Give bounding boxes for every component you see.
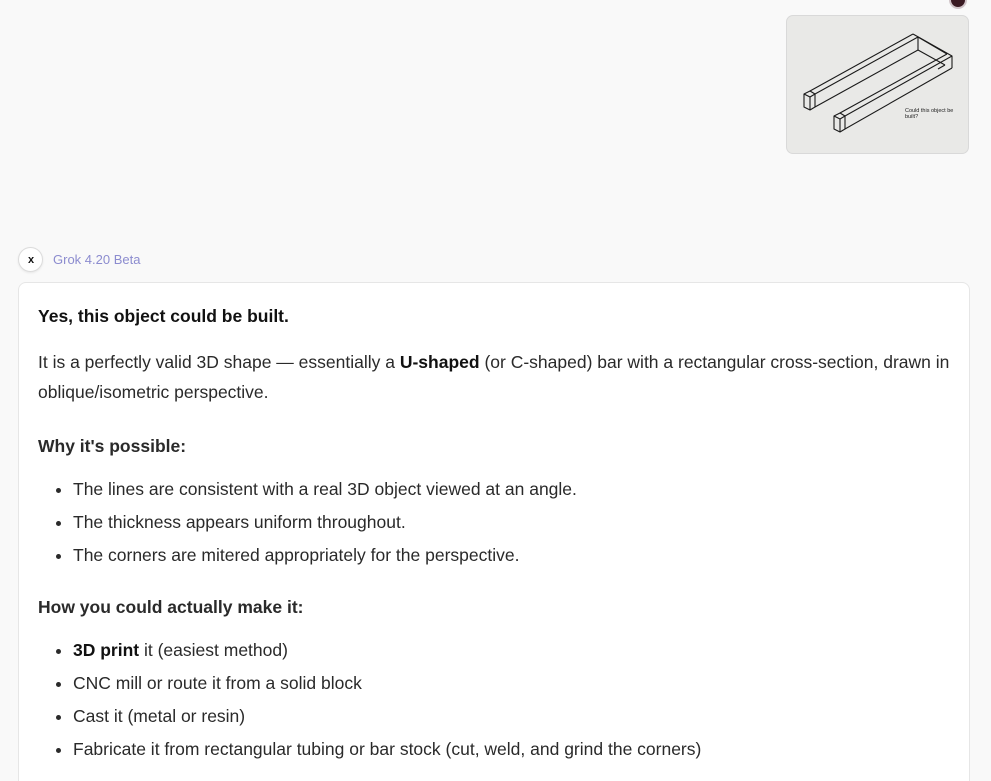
grok-logo-icon: x xyxy=(18,247,43,272)
why-list-item: • The lines are consistent with a real 3D object viewed at an angle. xyxy=(73,473,950,506)
user-avatar[interactable] xyxy=(949,0,967,9)
why-list xyxy=(38,473,950,572)
how-item-bold: 3D print xyxy=(73,640,140,660)
response-lead: Yes, this object could be built. xyxy=(38,306,289,326)
how-heading: How you could actually make it: xyxy=(38,597,304,617)
response-intro xyxy=(38,347,950,407)
assistant-response xyxy=(18,282,970,781)
why-heading: Why it's possible: xyxy=(38,436,187,456)
how-list-item: • Fabricate it from rectangular tubing or bar stock (cut, weld, and grind the corners) xyxy=(73,733,950,766)
why-list-item: • The thickness appears uniform throughout. xyxy=(73,506,950,539)
how-list-item: • Cast it (metal or resin) xyxy=(73,700,950,733)
intro-bold-term: U-shaped xyxy=(399,352,480,372)
how-item-rest: it (easiest method) xyxy=(139,640,288,660)
model-name-label: Grok 4.20 Beta xyxy=(53,252,141,267)
intro-text-before: It is a perfectly valid 3D shape — essentially a xyxy=(38,352,400,372)
intro-text-after: (or C-shaped) bar with a rectangular cross-section, drawn in oblique/isometric perspective. xyxy=(38,352,950,402)
u-shaped-bar-drawing xyxy=(787,16,969,154)
why-list-item: • The corners are mitered appropriately for the perspective. xyxy=(73,539,950,572)
attached-image[interactable] xyxy=(786,15,969,154)
how-list-item xyxy=(73,634,950,667)
how-list xyxy=(38,634,950,766)
attachment-caption: Could this object be built? xyxy=(905,108,954,120)
model-header xyxy=(18,247,140,272)
how-list-item: • CNC mill or route it from a solid block xyxy=(73,667,950,700)
